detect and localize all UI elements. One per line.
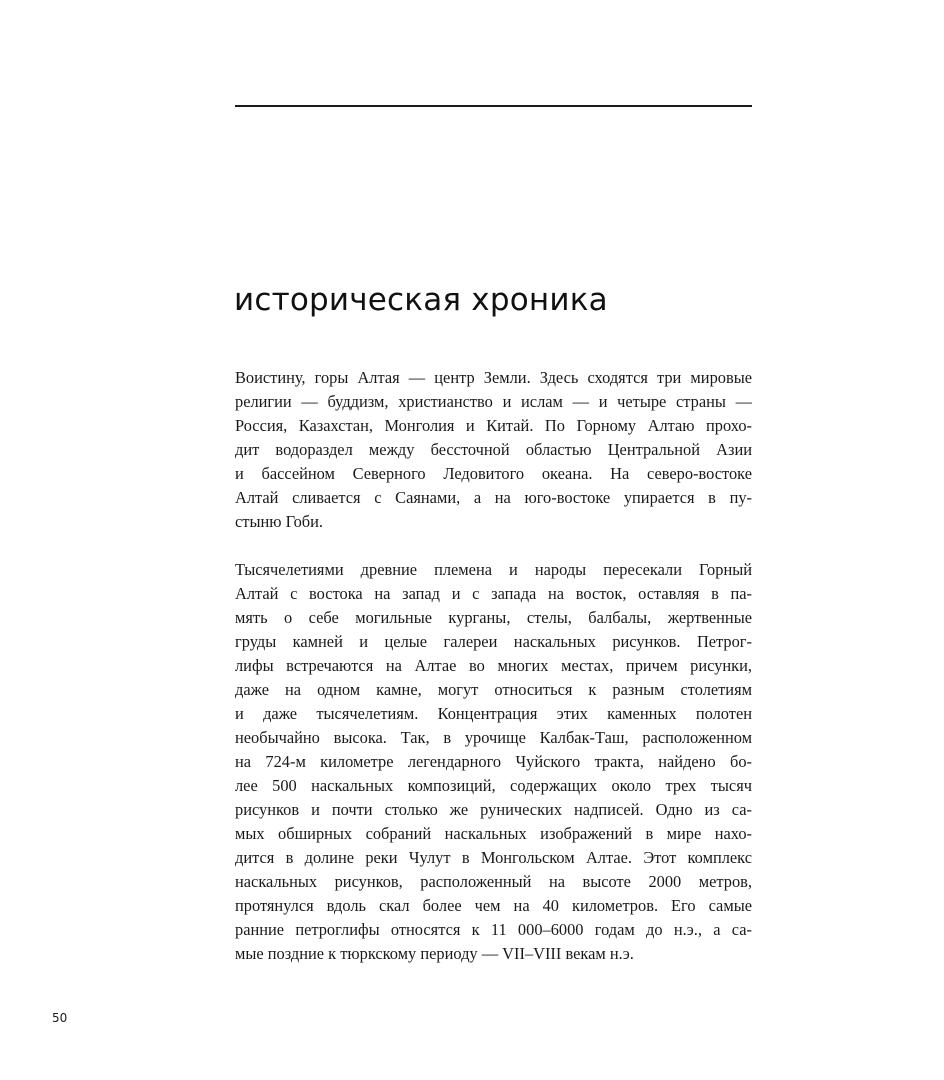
text-line: протянулся вдоль скал более чем на 40 километров. Его самые (235, 896, 752, 915)
text-line: наскальных рисунков, расположенный на высоте 2000 метров, (235, 872, 752, 891)
text-line: Алтай сливается с Саянами, а на юго-востоке упирается в пу- (235, 488, 752, 507)
text-line: мять о себе могильные курганы, стелы, балбалы, жертвенные (235, 608, 752, 627)
text-line: Тысячелетиями древние племена и народы пересекали Горный (235, 560, 752, 579)
text-line: Алтай с востока на запад и с запада на восток, оставляя в па- (235, 584, 752, 603)
text-line: религии — буддизм, христианство и ислам — и четыре страны — (235, 392, 752, 411)
text-line: необычайно высока. Так, в урочище Калбак-Таш, расположенном (235, 728, 752, 747)
text-line: рисунков и почти столько же рунических надписей. Одно из са- (235, 800, 752, 819)
text-line: лее 500 наскальных композиций, содержащих около трех тысяч (235, 776, 752, 795)
text-line: стыню Гоби. (235, 512, 324, 531)
top-divider-rule (235, 105, 752, 107)
text-line: мые поздние к тюркскому периоду — VII–VIII векам н.э. (235, 944, 634, 963)
text-line: груды камней и целые галереи наскальных рисунков. Петрог- (235, 632, 752, 651)
text-line: дится в долине реки Чулут в Монгольском Алтае. Этот комплекс (235, 848, 752, 867)
text-line: дит водораздел между бессточной областью Центральной Азии (235, 440, 752, 459)
text-line: даже на одном камне, могут относиться к разным столетиям (235, 680, 752, 699)
paragraph-1 (235, 366, 752, 534)
chapter-title: историческая хроника (234, 282, 608, 318)
text-line: ранние петроглифы относятся к 11 000–6000 годам до н.э., а са- (235, 920, 752, 939)
text-line: Россия, Казахстан, Монголия и Китай. По Горному Алтаю прохо- (235, 416, 752, 435)
text-line: и бассейном Северного Ледовитого океана. На северо-востоке (235, 464, 752, 483)
paragraph-2 (235, 558, 752, 966)
text-line: Воистину, горы Алтая — центр Земли. Здесь сходятся три мировые (235, 368, 752, 387)
page-number: 50 (52, 1011, 68, 1025)
text-line: лифы встречаются на Алтае во многих местах, причем рисунки, (235, 656, 752, 675)
text-line: и даже тысячелетиям. Концентрация этих каменных полотен (235, 704, 752, 723)
text-line: на 724-м километре легендарного Чуйского тракта, найдено бо- (235, 752, 752, 771)
text-line: мых обширных собраний наскальных изображений в мире нахо- (235, 824, 752, 843)
